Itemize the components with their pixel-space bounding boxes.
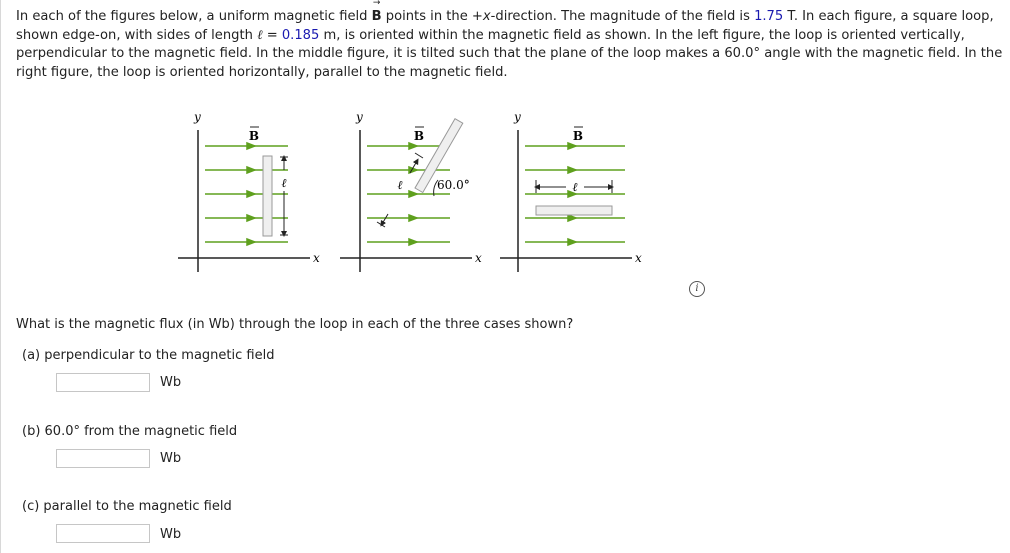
length-symbol: ℓ — [257, 27, 263, 43]
problem-text: points in the + — [381, 9, 483, 24]
problem-text: In each of the figures below, a uniform magnetic field — [16, 9, 372, 24]
vector-arrow: → — [372, 0, 381, 8]
question-text: What is the magnetic flux (in Wb) through the loop in each of the three cases shown? — [16, 317, 574, 332]
part-b-label: (b) 60.0° from the magnetic field — [22, 424, 238, 439]
problem-text: m, is oriented within the magnetic field as shown. In the left figure, the loop is oriented vertically, perpendicular to the magnetic field. In the middle figure, it is tilted such that the plane of the loop makes a 60.0° angle with the magnetic field. In the right figure, the loop is oriented horizontally, parallel to the magnetic field. — [16, 27, 1003, 80]
part-c-label: (c) parallel to the magnetic field — [22, 499, 232, 514]
square-loop-edge — [536, 206, 612, 215]
loop-figures-diagram — [170, 108, 660, 278]
part-c-answer-field[interactable] — [56, 524, 150, 543]
part-c-unit: Wb — [160, 527, 182, 542]
figure-middle-tilted — [340, 110, 482, 272]
square-loop-edge — [263, 156, 272, 236]
field-vector-symbol — [371, 0, 382, 27]
part-b-answer-field[interactable] — [56, 449, 150, 468]
field-lines — [525, 143, 625, 245]
part-a-unit: Wb — [160, 375, 182, 390]
side-length-label: ℓ — [281, 176, 287, 190]
part-a-label: (a) perpendicular to the magnetic field — [22, 348, 275, 363]
field-label-b: B — [572, 129, 584, 143]
x-axis-label: x — [475, 251, 482, 265]
problem-text: T. In each figure, a square loop, shown edge-on, with sides of length — [16, 9, 994, 43]
field-lines — [205, 143, 288, 245]
side-length-value: 0.185 — [281, 27, 320, 43]
x-axis-label: x — [313, 251, 320, 265]
problem-text: = — [262, 27, 282, 43]
figure-right-parallel — [500, 110, 642, 272]
field-magnitude-value: 1.75 — [754, 9, 784, 24]
problem-statement — [16, 0, 1006, 82]
x-axis-label: x — [635, 251, 642, 265]
y-axis-label: y — [514, 110, 521, 124]
field-symbol: B — [371, 9, 382, 24]
problem-text: -direction. The magnitude of the field is — [490, 9, 755, 24]
x-symbol: x — [482, 9, 491, 24]
side-length-label: ℓ — [397, 178, 403, 192]
y-axis-label: y — [194, 110, 201, 124]
y-axis-label: y — [356, 110, 363, 124]
info-icon[interactable]: i — [689, 281, 705, 297]
part-b-unit: Wb — [160, 451, 182, 466]
part-a-answer-field[interactable] — [56, 373, 150, 392]
figure-left-perpendicular — [178, 110, 320, 272]
angle-label: 60.0° — [437, 178, 470, 192]
field-label-b: B — [248, 129, 260, 143]
side-length-label: ℓ — [572, 180, 578, 194]
field-label-b: B — [413, 129, 425, 143]
left-border — [0, 0, 1, 553]
